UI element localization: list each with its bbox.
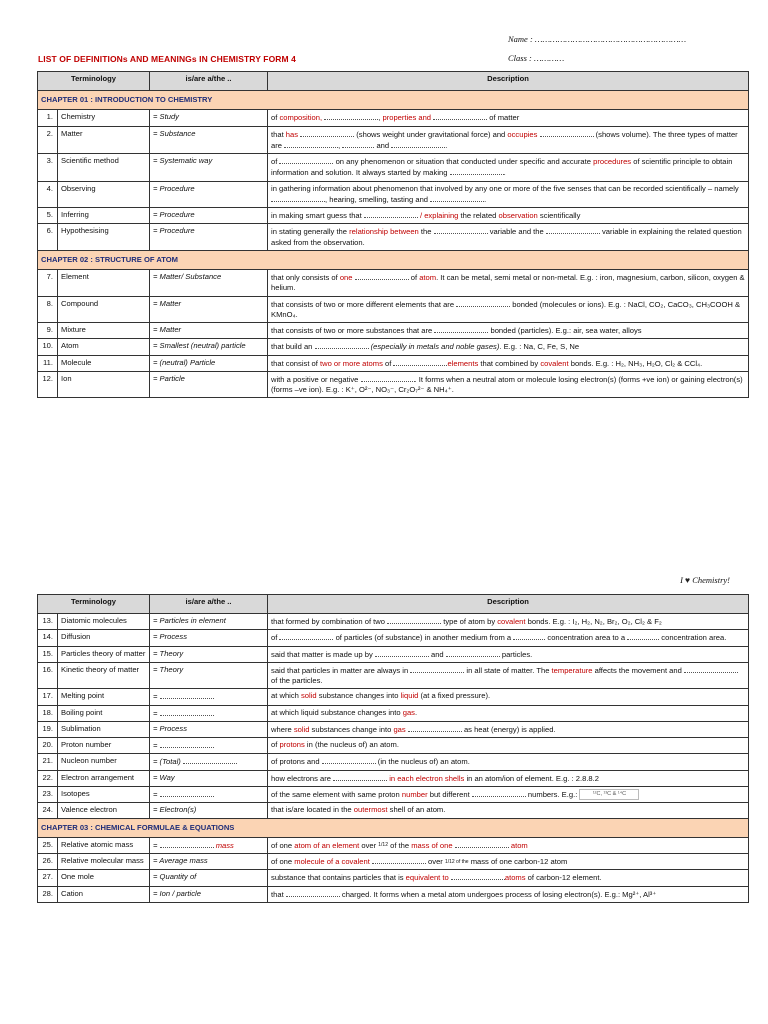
term: Melting point bbox=[58, 689, 150, 705]
chapter-row bbox=[38, 818, 749, 837]
row-number: 28. bbox=[38, 886, 58, 902]
isare: = Way bbox=[150, 770, 268, 786]
table-row bbox=[38, 705, 749, 721]
row-number: 2. bbox=[38, 126, 58, 154]
table-row bbox=[38, 837, 749, 853]
isare: = Particles in element bbox=[150, 614, 268, 630]
row-number: 15. bbox=[38, 646, 58, 662]
table-row bbox=[38, 110, 749, 126]
table-header bbox=[38, 72, 749, 91]
table-row bbox=[38, 270, 749, 297]
term: Ion bbox=[58, 371, 150, 398]
row-number: 27. bbox=[38, 870, 58, 886]
description: of protons in (the nucleus of) an atom. bbox=[268, 738, 749, 754]
description: of one molecule of a covalent over 1/12 of the mass of one carbon-12 atom bbox=[268, 854, 749, 870]
table-row bbox=[38, 662, 749, 689]
description: in making smart guess that / explaining the related observation scientifically bbox=[268, 208, 749, 224]
table-row bbox=[38, 181, 749, 208]
description: of on any phenomenon or situation that conducted under specific and accurate procedures of scientific principle to obtain information and solution. It always started by making . bbox=[268, 154, 749, 182]
description: at which solid substance changes into liquid (at a fixed pressure). bbox=[268, 689, 749, 705]
footer-note: I ♥ Chemistry! bbox=[680, 575, 730, 585]
isare: = bbox=[150, 738, 268, 754]
description: that formed by combination of two type of atom by covalent bonds. E.g. : I₂, H₂, N₂, Br₂, O₂, Cl₂ & F₂ bbox=[268, 614, 749, 630]
isare: = mass bbox=[150, 837, 268, 853]
term: Kinetic theory of matter bbox=[58, 662, 150, 689]
description: at which liquid substance changes into gas. bbox=[268, 705, 749, 721]
description: that has (shows weight under gravitational force) and occupies (shows volume). The three types of matter are , and . bbox=[268, 126, 749, 154]
heart-icon: ♥ bbox=[685, 575, 691, 585]
term: Particles theory of matter bbox=[58, 646, 150, 662]
table-row bbox=[38, 754, 749, 770]
table-row bbox=[38, 803, 749, 818]
name-field-label: Name : …………………………………………………… bbox=[508, 34, 687, 44]
isare: = Matter bbox=[150, 323, 268, 339]
description: with a positive or negative . It forms when a neutral atom or molecule losing electron(s) (forms +ve ion) or gaining electron(s) (forms –ve ion). E.g. : K⁺, O²⁻, NO₃⁻, Cr₂O₇²⁻ & NH₄⁺. bbox=[268, 371, 749, 398]
description: in stating generally the relationship between the variable and the variable in explaining the related question asked from the observation. bbox=[268, 224, 749, 251]
isare: = Procedure bbox=[150, 181, 268, 208]
isare: = (neutral) Particle bbox=[150, 355, 268, 371]
isare: = Procedure bbox=[150, 208, 268, 224]
row-number: 11. bbox=[38, 355, 58, 371]
definitions-table-2 bbox=[37, 594, 749, 903]
term: Cation bbox=[58, 886, 150, 902]
table-row bbox=[38, 208, 749, 224]
term: One mole bbox=[58, 870, 150, 886]
isare: = Theory bbox=[150, 646, 268, 662]
description: how electrons are in each electron shells in an atom/ion of element. E.g. : 2.8.8.2 bbox=[268, 770, 749, 786]
term: Proton number bbox=[58, 738, 150, 754]
term: Hypothesising bbox=[58, 224, 150, 251]
term: Sublimation bbox=[58, 721, 150, 737]
row-number: 9. bbox=[38, 323, 58, 339]
term: Boiling point bbox=[58, 705, 150, 721]
table-row bbox=[38, 689, 749, 705]
term: Relative molecular mass bbox=[58, 854, 150, 870]
term: Mixture bbox=[58, 323, 150, 339]
isare: = bbox=[150, 786, 268, 803]
row-number: 3. bbox=[38, 154, 58, 182]
description: of of particles (of substance) in another medium from a concentration area to a concentration area. bbox=[268, 630, 749, 646]
table-row bbox=[38, 224, 749, 251]
description: said that particles in matter are always in in all state of matter. The temperature affects the movement and of the particles. bbox=[268, 662, 749, 689]
row-number: 14. bbox=[38, 630, 58, 646]
description: that consist of two or more atoms of elements that combined by covalent bonds. E.g. : H₂, NH₃, H₂O, Cl₂ & CCl₄. bbox=[268, 355, 749, 371]
description: that is/are located in the outermost shell of an atom. bbox=[268, 803, 749, 818]
row-number: 25. bbox=[38, 837, 58, 853]
isare: = Procedure bbox=[150, 224, 268, 251]
term: Electron arrangement bbox=[58, 770, 150, 786]
description: that charged. It forms when a metal atom undergoes process of losing electron(s). E.g.: Mg²⁺, Al³⁺ bbox=[268, 886, 749, 902]
table-row bbox=[38, 738, 749, 754]
isare: = Average mass bbox=[150, 854, 268, 870]
isare: = bbox=[150, 705, 268, 721]
row-number: 17. bbox=[38, 689, 58, 705]
isare: = Matter/ Substance bbox=[150, 270, 268, 297]
chapter-title: CHAPTER 02 : STRUCTURE OF ATOM bbox=[38, 250, 749, 269]
description: in gathering information about phenomenon that involved by any one or more of the five senses that can be recorded scientifically – namely , hearing, smelling, tasting and . bbox=[268, 181, 749, 208]
term: Inferring bbox=[58, 208, 150, 224]
description: substance that contains particles that is equivalent to atoms of carbon-12 element. bbox=[268, 870, 749, 886]
col-description: Description bbox=[268, 72, 749, 91]
description: of one atom of an element over 1/12 of the mass of one atom bbox=[268, 837, 749, 853]
table-row bbox=[38, 870, 749, 886]
isare: = bbox=[150, 689, 268, 705]
row-number: 1. bbox=[38, 110, 58, 126]
term: Scientific method bbox=[58, 154, 150, 182]
row-number: 20. bbox=[38, 738, 58, 754]
isare: = Theory bbox=[150, 662, 268, 689]
term: Matter bbox=[58, 126, 150, 154]
row-number: 19. bbox=[38, 721, 58, 737]
table-row bbox=[38, 355, 749, 371]
col-isare: is/are a/the .. bbox=[150, 595, 268, 614]
chapter-row bbox=[38, 250, 749, 269]
table-row bbox=[38, 886, 749, 902]
class-field-label: Class : ………… bbox=[508, 53, 565, 63]
term: Observing bbox=[58, 181, 150, 208]
col-terminology: Terminology bbox=[38, 72, 150, 91]
isare: = Process bbox=[150, 721, 268, 737]
table-row bbox=[38, 854, 749, 870]
chapter-title: CHAPTER 01 : INTRODUCTION TO CHEMISTRY bbox=[38, 91, 749, 110]
chapter-title: CHAPTER 03 : CHEMICAL FORMULAE & EQUATIONS bbox=[38, 818, 749, 837]
table-row bbox=[38, 126, 749, 154]
isare: = (Total) bbox=[150, 754, 268, 770]
isare: = Electron(s) bbox=[150, 803, 268, 818]
term: Compound bbox=[58, 296, 150, 323]
table-row bbox=[38, 786, 749, 803]
description: of the same element with same proton number but different numbers. E.g.: ¹²C, ¹³C & ¹⁴C bbox=[268, 786, 749, 803]
col-isare: is/are a/the .. bbox=[150, 72, 268, 91]
table-row bbox=[38, 614, 749, 630]
isare: = Quantity of bbox=[150, 870, 268, 886]
table-row bbox=[38, 296, 749, 323]
isare: = Substance bbox=[150, 126, 268, 154]
row-number: 7. bbox=[38, 270, 58, 297]
row-number: 23. bbox=[38, 786, 58, 803]
isare: = Particle bbox=[150, 371, 268, 398]
row-number: 5. bbox=[38, 208, 58, 224]
description: of protons and (in the nucleus of) an atom. bbox=[268, 754, 749, 770]
term: Atom bbox=[58, 339, 150, 355]
table-row bbox=[38, 339, 749, 355]
term: Diffusion bbox=[58, 630, 150, 646]
chapter-row bbox=[38, 91, 749, 110]
isare: = Systematic way bbox=[150, 154, 268, 182]
description: that only consists of one of atom. It can be metal, semi metal or non-metal. E.g. : iron, magnesium, carbon, silicon, oxygen & helium. bbox=[268, 270, 749, 297]
description: that consists of two or more different elements that are bonded (molecules or ions). E.g. : NaCl, CO₂, CaCO₃, CH₃COOH & KMnO₄. bbox=[268, 296, 749, 323]
row-number: 12. bbox=[38, 371, 58, 398]
description: that build an (especially in metals and noble gases). E.g. : Na, C, Fe, S, Ne bbox=[268, 339, 749, 355]
row-number: 6. bbox=[38, 224, 58, 251]
table-row bbox=[38, 630, 749, 646]
isare: = Study bbox=[150, 110, 268, 126]
term: Isotopes bbox=[58, 786, 150, 803]
table-row bbox=[38, 154, 749, 182]
description: of composition, , properties and of matter bbox=[268, 110, 749, 126]
isare: = Matter bbox=[150, 296, 268, 323]
term: Diatomic molecules bbox=[58, 614, 150, 630]
isare: = Ion / particle bbox=[150, 886, 268, 902]
row-number: 21. bbox=[38, 754, 58, 770]
description: that consists of two or more substances that are bonded (particles). E.g.: air, sea water, alloys bbox=[268, 323, 749, 339]
col-description: Description bbox=[268, 595, 749, 614]
table-row bbox=[38, 770, 749, 786]
table-row bbox=[38, 323, 749, 339]
table-row bbox=[38, 721, 749, 737]
row-number: 10. bbox=[38, 339, 58, 355]
definitions-table-1 bbox=[37, 71, 749, 398]
row-number: 26. bbox=[38, 854, 58, 870]
row-number: 16. bbox=[38, 662, 58, 689]
document-title: LIST OF DEFINITIONs AND MEANINGs IN CHEMISTRY FORM 4 bbox=[38, 54, 297, 64]
table-row bbox=[38, 371, 749, 398]
description: where solid substances change into gas as heat (energy) is applied. bbox=[268, 721, 749, 737]
row-number: 4. bbox=[38, 181, 58, 208]
isare: = Smallest (neutral) particle bbox=[150, 339, 268, 355]
term: Nucleon number bbox=[58, 754, 150, 770]
row-number: 24. bbox=[38, 803, 58, 818]
row-number: 13. bbox=[38, 614, 58, 630]
term: Valence electron bbox=[58, 803, 150, 818]
term: Relative atomic mass bbox=[58, 837, 150, 853]
isare: = Process bbox=[150, 630, 268, 646]
row-number: 8. bbox=[38, 296, 58, 323]
isotope-notation: ¹²C, ¹³C & ¹⁴C bbox=[579, 789, 639, 800]
col-terminology: Terminology bbox=[38, 595, 150, 614]
row-number: 22. bbox=[38, 770, 58, 786]
description: said that matter is made up by and particles. bbox=[268, 646, 749, 662]
table-header bbox=[38, 595, 749, 614]
term: Element bbox=[58, 270, 150, 297]
term: Chemistry bbox=[58, 110, 150, 126]
table-row bbox=[38, 646, 749, 662]
term: Molecule bbox=[58, 355, 150, 371]
row-number: 18. bbox=[38, 705, 58, 721]
